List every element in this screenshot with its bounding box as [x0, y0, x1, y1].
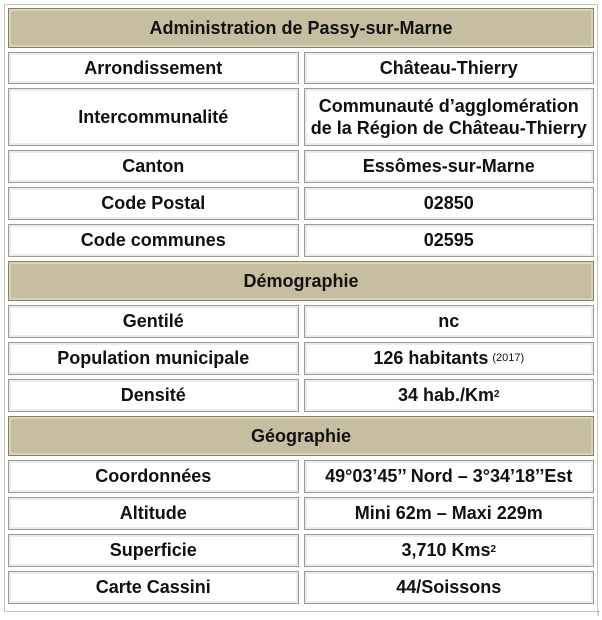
superficie-value-cell [304, 534, 595, 567]
densite-exponent: 2 [493, 389, 500, 401]
code-postal-label: Code Postal [8, 187, 299, 220]
section-header-demographie: Démographie [8, 261, 594, 301]
altitude-value: Mini 62m – Maxi 229m [304, 497, 595, 530]
population-value: 126 habitants [373, 348, 489, 369]
canton-value: Essômes-sur-Marne [304, 150, 595, 183]
table-row [8, 534, 594, 567]
corner-mark: r [597, 608, 600, 618]
gentile-value: nc [304, 305, 595, 338]
table-row [8, 88, 594, 146]
code-communes-value: 02595 [304, 224, 595, 257]
table-row [8, 150, 594, 183]
table-row [8, 497, 594, 530]
population-value-cell [304, 342, 595, 375]
intercommunalite-value-line1: Communauté d’agglomération [318, 95, 579, 116]
carte-cassini-value: 44/Soissons [304, 571, 595, 604]
carte-cassini-label: Carte Cassini [8, 571, 299, 604]
coordonnees-label: Coordonnées [8, 460, 299, 493]
table-row [8, 52, 594, 84]
arrondissement-value: Château-Thierry [304, 52, 595, 84]
table-row [8, 187, 594, 220]
gentile-label: Gentilé [8, 305, 299, 338]
table-row [8, 224, 594, 257]
superficie-value: 3,710 Kms [401, 540, 491, 561]
code-communes-label: Code communes [8, 224, 299, 257]
canton-label: Canton [8, 150, 299, 183]
table-row [8, 342, 594, 375]
densite-value-cell [304, 379, 595, 412]
section-header-geographie: Géographie [8, 416, 594, 456]
densite-label: Densité [8, 379, 299, 412]
table-row [8, 305, 594, 338]
table-title: Administration de Passy-sur-Marne [8, 8, 594, 48]
intercommunalite-label: Intercommunalité [8, 88, 299, 146]
table-row [8, 571, 594, 604]
table-row [8, 460, 594, 493]
intercommunalite-value [304, 88, 595, 146]
altitude-label: Altitude [8, 497, 299, 530]
coordonnees-value: 49°03’45’’ Nord – 3°34’18’’Est [304, 460, 595, 493]
admin-table [4, 4, 598, 612]
superficie-exponent: 2 [490, 544, 497, 556]
densite-value: 34 hab./Km [397, 385, 494, 406]
table-row [8, 379, 594, 412]
population-year: (2017) [492, 351, 525, 364]
arrondissement-label: Arrondissement [8, 52, 299, 84]
code-postal-value: 02850 [304, 187, 595, 220]
superficie-label: Superficie [8, 534, 299, 567]
population-label: Population municipale [8, 342, 299, 375]
intercommunalite-value-line2: de la Région de Château-Thierry [310, 118, 587, 138]
